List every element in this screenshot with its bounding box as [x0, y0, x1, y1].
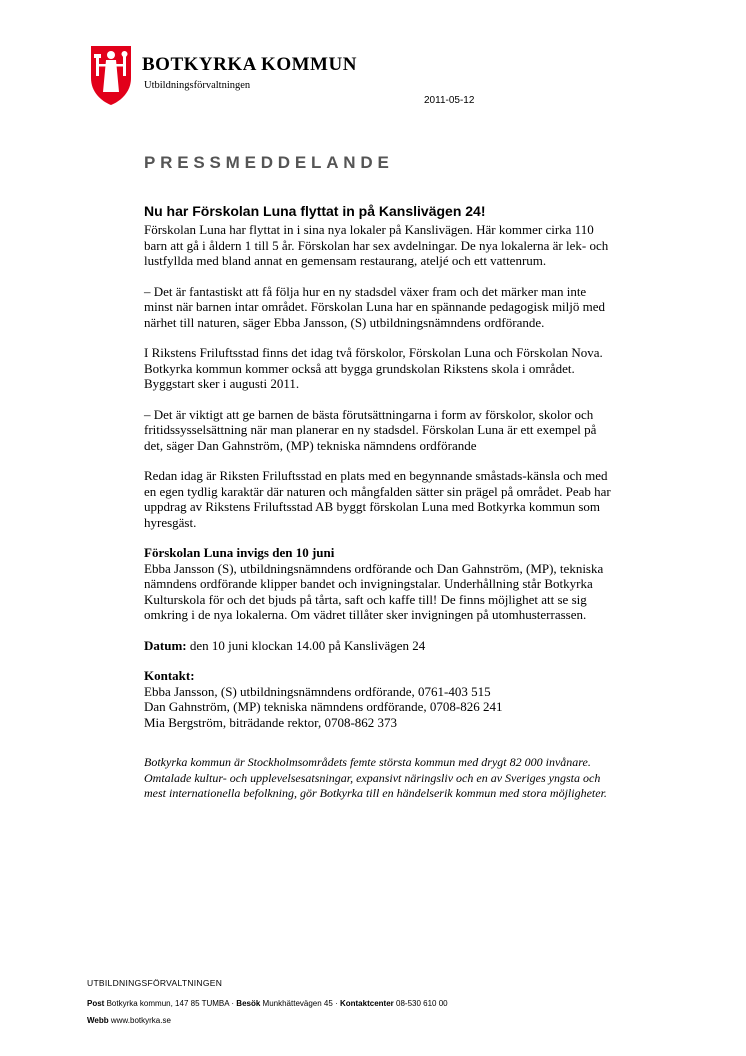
- contact-line: Mia Bergström, biträdande rektor, 0708-862 373: [144, 714, 398, 730]
- boilerplate: Botkyrka kommun är Stockholmsområdets femte största kommun med drygt 82 000 invånare. Omtalade kultur- och upplevelsesatsningar, expansivt näringsliv och en av Sveriges yngsta och mest internationella befolkning, gör Botkyrka till en händelserik kommun med stora möjligheter.: [144, 755, 607, 800]
- visit-value: Munkhättevägen 45: [262, 999, 333, 1008]
- document-type: PRESSMEDDELANDE: [144, 153, 394, 172]
- body-text: [144, 222, 614, 817]
- inauguration-heading: Förskolan Luna invigs den 10 juni: [144, 545, 335, 560]
- coat-of-arms-icon: [89, 44, 133, 106]
- paragraph: – Det är viktigt att ge barnen de bästa förutsättningarna i form av förskolor, skolor och fritidssysselsättning när man planerar en ny stadsdel. Förskolan Luna är ett exempel på det, säger Dan Gahnström, (MP) tekniska nämndens ordförande: [144, 406, 597, 453]
- visit-label: Besök: [236, 999, 261, 1008]
- datum-value: den 10 juni klockan 14.00 på Kanslivägen 24: [189, 637, 426, 653]
- contact-line: Dan Gahnström, (MP) tekniska nämndens ordförande, 0708-826 241: [144, 699, 503, 714]
- org-name: BOTKYRKA KOMMUN: [142, 54, 357, 75]
- contact-center-value: 08-530 610 00: [396, 999, 448, 1008]
- datum-line: [144, 638, 614, 654]
- footer-department: UTBILDNINGSFÖRVALTNINGEN: [87, 978, 223, 988]
- paragraph: I Rikstens Friluftsstad finns det idag två förskolor, Förskolan Luna och Förskolan Nova. Botkyrka kommun kommer också att bygga grundskolan Rikstens skola i området. Byggstart sker i augusti 2011.: [144, 345, 603, 391]
- contact-center-label: Kontaktcenter: [339, 999, 394, 1008]
- footer-web-line: [87, 1012, 448, 1029]
- contact-heading: Kontakt:: [144, 668, 195, 683]
- web-link[interactable]: www.botkyrka.se: [110, 1016, 171, 1025]
- inauguration-text: Ebba Jansson (S), utbildningsnämndens ordförande och Dan Gahnström, (MP), tekniska nämndens ordförande klipper bandet och invigningstalar. Underhållning står Botkyrka Kulturskola för och det bjuds på tårta, saft och kaffe till! De finns möjlighet att se sig omkring i de nya lokalerna. Om vädret tillåter sker invigningen på utomhusterrassen.: [144, 560, 604, 622]
- footer-address-line: [87, 995, 448, 1012]
- post-value: Botkyrka kommun, 147 85 TUMBA: [106, 999, 230, 1008]
- web-label: Webb: [87, 1016, 109, 1025]
- headline: Nu har Förskolan Luna flyttat in på Kanslivägen 24!: [144, 203, 486, 219]
- separator: ·: [231, 999, 235, 1008]
- separator: ·: [335, 999, 338, 1008]
- paragraph: Redan idag är Riksten Friluftsstad en plats med en begynnande småstads-känsla och med en egen tydlig karaktär där naturen och mångfalden sätter sin prägel på området. Peab har uppdrag av Rikstens Friluftsstad AB byggt förskolan Luna med Botkyrka kommun som hyresgäst.: [144, 468, 611, 530]
- footer: [87, 975, 448, 1029]
- department-name: Utbildningsförvaltningen: [144, 80, 251, 91]
- post-label: Post: [87, 999, 105, 1008]
- paragraph: – Det är fantastiskt att få följa hur en ny stadsdel växer fram och det märker man inte minst när barnen intar området. Förskolan Luna har en spännande pedagogisk miljö med närhet till naturen, säger Ebba Jansson, (S) utbildningsnämndens ordförande.: [144, 283, 606, 330]
- press-date: 2011-05-12: [424, 95, 475, 106]
- contact-line: Ebba Jansson, (S) utbildningsnämndens ordförande, 0761-403 515: [144, 683, 491, 699]
- datum-label: Datum:: [144, 637, 187, 653]
- paragraph: Förskolan Luna har flyttat in i sina nya lokaler på Kanslivägen. Här kommer cirka 110 barn att gå i åldern 1 till 5 år. Förskolan har sex avdelningar. De nya lokalerna är lek- och lustfyllda med bland annat en gemensam restaurang, ateljé och ett vattenrum.: [144, 222, 609, 268]
